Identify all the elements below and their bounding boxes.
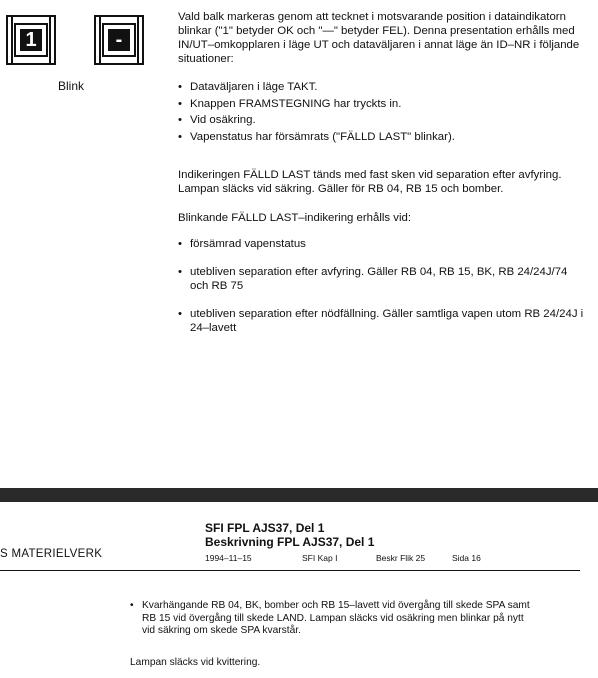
list-item: • utebliven separation efter nödfällning. Gäller samtliga vapen utom RB 24/24J i 24–lavett: [178, 307, 586, 335]
list-item: • Vid osäkring.: [178, 113, 586, 127]
intro-paragraph: Vald balk markeras genom att tecknet i motsvarande position i dataindikatorn blinkar ("1" betyder OK och "—" betyder FEL). Denna presentation erhålls med IN/UT–omkopplaren i läge UT och dataväljaren i annat läge än ID–NR i följande situationer:: [178, 11, 580, 65]
closing-text: Lampan släcks vid kvittering.: [130, 657, 261, 668]
fel-glyph: -: [108, 29, 130, 51]
continued-list: [130, 600, 530, 638]
header-title-1: SFI FPL AJS37, Del 1: [205, 521, 325, 535]
blinking-intro: Blinkande FÄLLD LAST–indikering erhålls vid:: [178, 212, 411, 224]
list-item: • Knappen FRAMSTEGNING har tryckts in.: [178, 97, 586, 111]
list-item: • utebliven separation efter avfyring. Gäller RB 04, RB 15, BK, RB 24/24J/74 och RB 75: [178, 265, 586, 293]
header-org: S MATERIELVERK: [0, 548, 103, 560]
steady-paragraph: Indikeringen FÄLLD LAST tänds med fast sken vid separation efter avfyring. Lampan släcks vid säkring. Gäller för RB 04, RB 15 och bomber.: [178, 169, 562, 195]
indicator-key-fel: [94, 15, 144, 65]
blink-label: Blink: [58, 79, 85, 93]
blinking-list: [178, 237, 586, 335]
header-title-2: Beskrivning FPL AJS37, Del 1: [205, 535, 375, 549]
page-break-band: [0, 488, 598, 502]
list-item: • försämrad vapenstatus: [178, 237, 586, 251]
situations-list: [178, 80, 586, 144]
header-sida: Sida 16: [452, 553, 481, 563]
list-item: • Vapenstatus har försämrats ("FÄLLD LAST" blinkar).: [178, 130, 586, 144]
header-flik: Beskr Flik 25: [376, 553, 426, 563]
indicator-key-ok: [6, 15, 56, 65]
header-rule: [0, 570, 580, 571]
ok-glyph: 1: [20, 29, 42, 51]
list-item: • Kvarhängande RB 04, BK, bomber och RB 15–lavett vid övergång till skede SPA samt RB 15 vid övergång till skede LAND. Lampan släcks vid osäkring men blinkar på nytt vid säkring om skede SPA kvarstår.: [130, 600, 530, 638]
header-date: 1994–11–15: [205, 553, 252, 563]
header-kap: SFI Kap I: [302, 553, 338, 563]
list-item: • Dataväljaren i läge TAKT.: [178, 80, 586, 94]
